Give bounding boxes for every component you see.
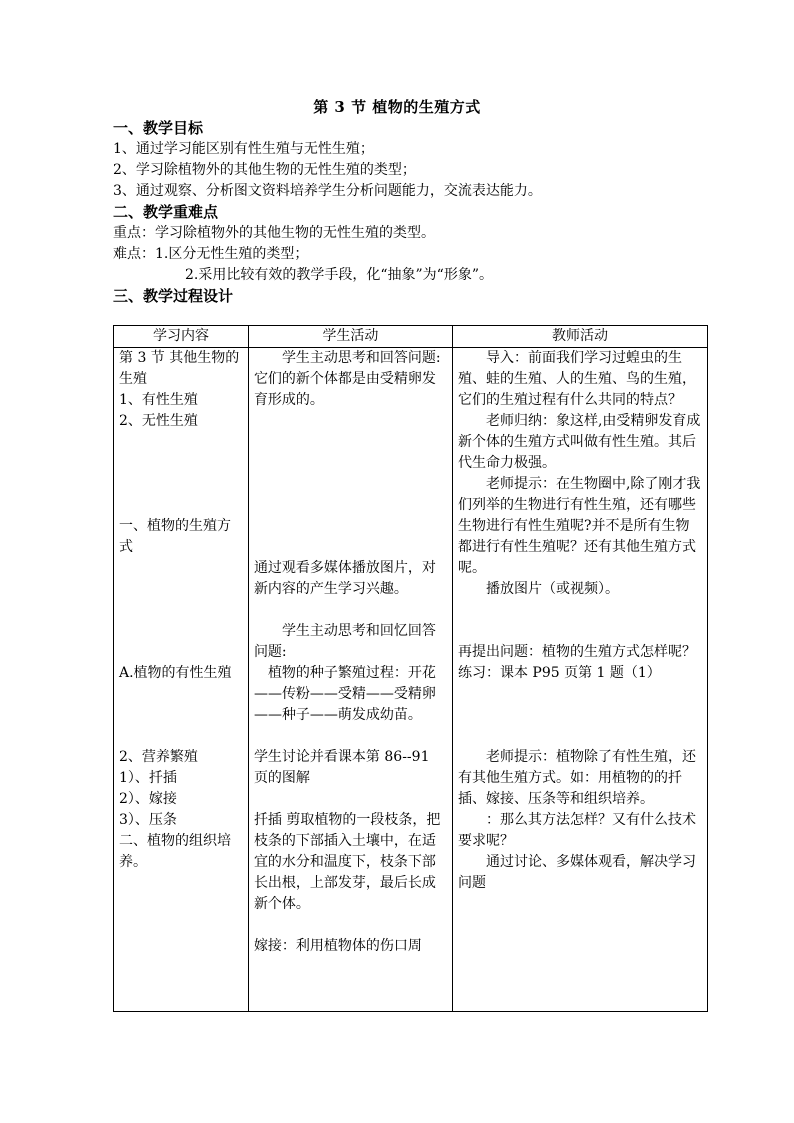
content-item: A.植物的有性生殖	[119, 665, 232, 681]
header-content: 学习内容	[114, 326, 249, 348]
student-item: 学生主动思考和回答问题:	[281, 350, 441, 366]
student-item: 植物的种子繁殖过程：开花——传粉——受精——受精卵——种子——萌发成幼苗。	[253, 665, 436, 723]
teacher-column-cell	[452, 348, 707, 1012]
objectives-heading: 一、教学目标	[113, 119, 204, 137]
teacher-item: 播放图片（或视频）。	[485, 581, 619, 597]
teacher-item: 老师归纳：象这样,由受精卵发育成新个体的生殖方式叫做有性生殖。其后代生命力极强。	[457, 413, 701, 471]
student-item: 扦插 剪取植物的一段枝条，把枝条的下部插入土壤中，在适宜的水分和温度下，枝条下部长出根，上部发芽，最后长成新个体。	[253, 812, 441, 912]
content-item: 2、营养繁殖	[119, 749, 198, 765]
teacher-item: 导入：前面我们学习过蝗虫的生殖、蛙的生殖、人的生殖、鸟的生殖，它们的生殖过程有什么共同的特点？	[457, 350, 696, 408]
student-column-cell	[248, 348, 452, 1012]
page-title: 第 3 节 植物的生殖方式	[313, 98, 481, 116]
difficulty-point: 难点：1.区分无性生殖的类型；	[113, 246, 309, 262]
intro-section	[113, 118, 713, 307]
student-item: 学生讨论并看课本第 86--91 页的图解	[253, 749, 430, 786]
difficulty-point: 2.采用比较有效的教学手段，化“抽象”为“形象”。	[185, 267, 493, 283]
objective-item: 3、通过观察、分析图文资料培养学生分析问题能力，交流表达能力。	[113, 183, 542, 199]
content-item: 2）、嫁接	[119, 791, 177, 807]
teacher-item: 老师提示：在生物圈中,除了刚才我们列举的生物进行有性生殖，还有哪些生物进行有性生殖呢?并不是所有生物都进行有性生殖呢？还有其他生殖方式呢。	[457, 476, 701, 576]
content-column-cell	[114, 348, 249, 1012]
content-item: 2、无性生殖	[119, 413, 198, 429]
objective-item: 1、通过学习能区别有性生殖与无性生殖；	[113, 141, 374, 157]
student-item: 学生主动思考和回忆回答问题:	[253, 623, 436, 660]
student-item: 通过观看多媒体播放图片，对新内容的产生学习兴趣。	[253, 560, 436, 597]
header-student: 学生活动	[248, 326, 452, 348]
content-item: 1、有性生殖	[119, 392, 198, 408]
key-points-heading: 二、教学重难点	[113, 203, 219, 221]
header-teacher: 教师活动	[452, 326, 707, 348]
student-item: 嫁接：利用植物体的伤口周	[253, 938, 422, 954]
key-point: 重点：学习除植物外的其他生物的无性生殖的类型。	[113, 225, 435, 241]
student-item: 它们的新个体都是由受精卵发育形成的。	[253, 371, 436, 408]
content-item: 第 3 节 其他生物的生殖	[119, 350, 240, 387]
content-item: 1）、扦插	[119, 770, 177, 786]
teacher-item: 老师提示：植物除了有性生殖，还有其他生殖方式。如：用植物的的扦插、嫁接、压条等和组织培养。	[457, 749, 696, 807]
teacher-item: 通过讨论、多媒体观看，解决学习问题	[457, 854, 696, 891]
content-item: 3）、压条	[119, 812, 177, 828]
teacher-item: ：那么其方法怎样？又有什么技术要求呢？	[457, 812, 696, 849]
table-row	[114, 348, 708, 1012]
table-header-row	[114, 326, 708, 348]
content-item: 二、植物的组织培养。	[119, 833, 231, 870]
content-item: 一、植物的生殖方式	[119, 518, 231, 555]
objective-item: 2、学习除植物外的其他生物的无性生殖的类型；	[113, 162, 416, 178]
process-heading: 三、教学过程设计	[113, 287, 234, 305]
teacher-item: 再提出问题：植物的生殖方式怎样呢？练习：课本 P95 页第 1 题（1）	[457, 644, 696, 681]
lesson-table	[113, 325, 708, 1012]
